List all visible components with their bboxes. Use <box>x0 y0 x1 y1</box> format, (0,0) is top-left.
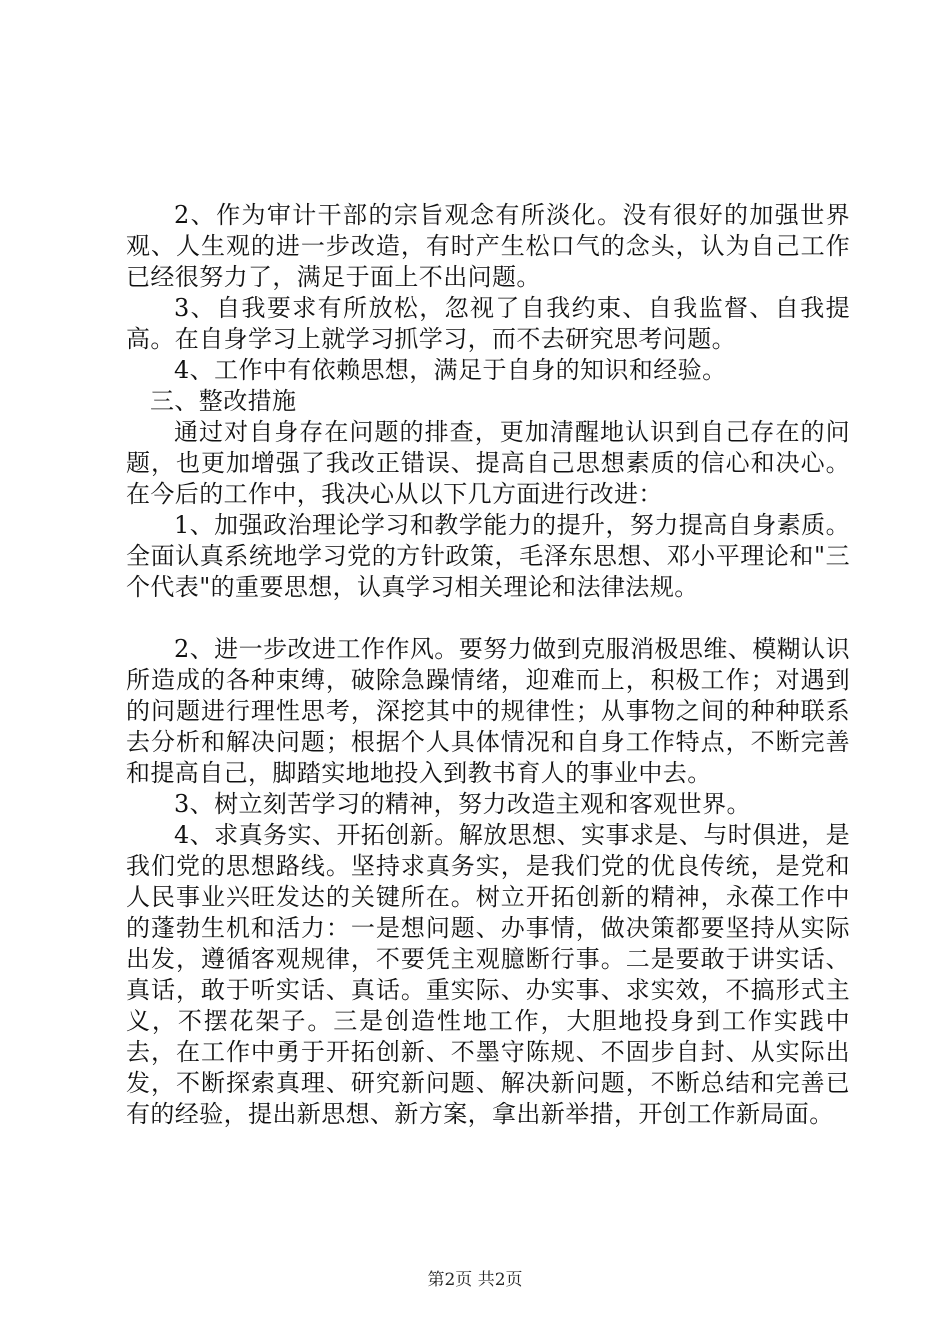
measure-3-paragraph: 3、树立刻苦学习的精神，努力改造主观和客观世界。 <box>174 790 751 818</box>
measure-1-paragraph: 1、加强政治理论学习和教学能力的提升，努力提高自身素质。全面认真系统地学习党的方针政策，毛泽东思想、邓小平理论和"三个代表"的重要思想，认真学习相关理论和法律法规。 <box>126 511 850 601</box>
page-footer: 第2页 共2页 <box>427 1270 523 1290</box>
intro-paragraph: 通过对自身存在问题的排查，更加清醒地认识到自己存在的问题，也更加增强了我改正错误、提高自己思想素质的信心和决心。在今后的工作中，我决心从以下几方面进行改进： <box>126 418 850 508</box>
paragraph-item-3: 3、自我要求有所放松，忽视了自我约束、自我监督、自我提高。在自身学习上就学习抓学习，而不去研究思考问题。 <box>126 294 850 353</box>
measure-2-paragraph: 2、进一步改进工作作风。要努力做到克服消极思维、模糊认识所造成的各种束缚，破除急躁情绪，迎难而上，积极工作；对遇到的问题进行理性思考，深挖其中的规律性；从事物之间的种种联系去分析和解决问题；根据个人具体情况和自身工作特点，不断完善和提高自己，脚踏实地地投入到教书育人的事业中去。 <box>126 635 850 787</box>
paragraph-item-2: 2、作为审计干部的宗旨观念有所淡化。没有很好的加强世界观、人生观的进一步改造，有时产生松口气的念头，认为自己工作已经很努力了，满足于面上不出问题。 <box>126 201 850 291</box>
measure-4-paragraph: 4、求真务实、开拓创新。解放思想、实事求是、与时俱进，是我们党的思想路线。坚持求真务实，是我们党的优良传统，是党和人民事业兴旺发达的关键所在。树立开拓创新的精神，永葆工作中的蓬勃生机和活力：一是想问题、办事情，做决策都要坚持从实际出发，遵循客观规律，不要凭主观臆断行事。二是要敢于讲实话、真话，敢于听实话、真话。重实际、办实事、求实效，不搞形式主义，不摆花架子。三是创造性地工作，大胆地投身到工作实践中去，在工作中勇于开拓创新、不墨守陈规、不固步自封、从实际出发，不断探索真理、研究新问题、解决新问题，不断总结和完善已有的经验，提出新思想、新方案，拿出新举措，开创工作新局面。 <box>126 821 850 1128</box>
paragraph-item-4: 4、工作中有依赖思想，满足于自身的知识和经验。 <box>174 356 727 384</box>
section-heading: 三、整改措施 <box>150 387 297 415</box>
document-body <box>126 200 850 1130</box>
